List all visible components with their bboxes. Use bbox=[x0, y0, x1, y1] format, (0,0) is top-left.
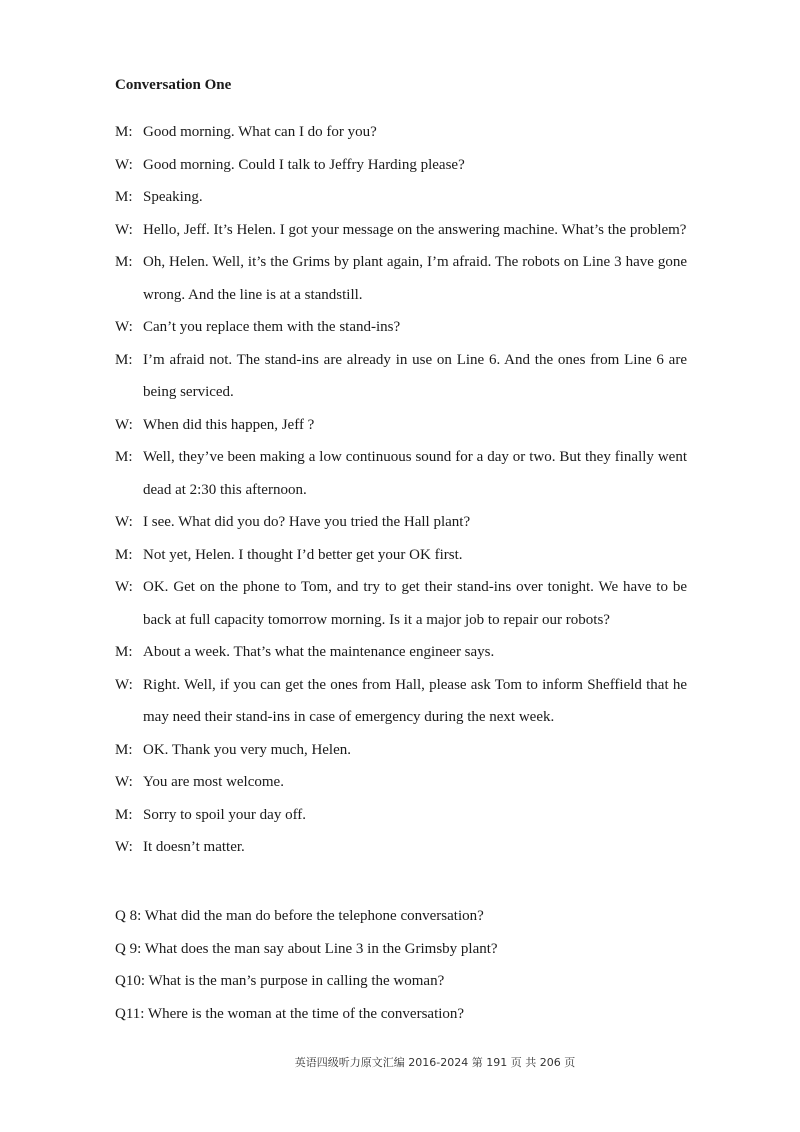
question-item: Q 9: What does the man say about Line 3 in the Grimsby plant? bbox=[115, 940, 498, 957]
dialogue-text: I’m afraid not. The stand-ins are already in use on Line 6. And the ones from Line 6 are being serviced. bbox=[143, 351, 687, 400]
speaker-label: M: bbox=[115, 254, 133, 270]
dialogue-line bbox=[115, 734, 687, 767]
speaker-label: W: bbox=[115, 676, 133, 693]
speaker-label: W: bbox=[115, 839, 133, 855]
speaker-label: W: bbox=[115, 156, 133, 173]
dialogue-text: It doesn’t matter. bbox=[143, 839, 245, 855]
dialogue-text: Good morning. Could I talk to Jeffry Harding please? bbox=[143, 156, 465, 173]
dialogue-line bbox=[115, 571, 687, 636]
speaker-label: M: bbox=[115, 806, 133, 823]
question-item: Q10: What is the man’s purpose in calling the woman? bbox=[115, 973, 445, 990]
dialogue-line bbox=[115, 669, 687, 734]
speaker-label: M: bbox=[115, 644, 133, 660]
speaker-label: W: bbox=[115, 579, 133, 595]
dialogue-line bbox=[115, 116, 687, 149]
dialogue-line bbox=[115, 441, 687, 506]
dialogue-text: I see. What did you do? Have you tried the Hall plant? bbox=[143, 514, 471, 530]
dialogue bbox=[115, 116, 687, 864]
dialogue-text: About a week. That’s what the maintenance engineer says. bbox=[143, 644, 495, 660]
question-list bbox=[115, 900, 687, 1030]
dialogue-text: Oh, Helen. Well, it’s the Grims by plant again, I’m afraid. The robots on Line 3 have gone wrong. And the line is at a standstill. bbox=[143, 254, 687, 303]
dialogue-text: Good morning. What can I do for you? bbox=[143, 124, 377, 140]
page-footer: 英语四级听力原文汇编 2016-2024 第 191 页 共 206 页 bbox=[294, 1056, 576, 1069]
dialogue-line bbox=[115, 311, 687, 344]
dialogue-line bbox=[115, 246, 687, 311]
dialogue-text: Right. Well, if you can get the ones from Hall, please ask Tom to inform Sheffield that he may need their stand-ins in case of emergency during the next week. bbox=[143, 676, 687, 725]
speaker-label: W: bbox=[115, 319, 133, 335]
speaker-label: M: bbox=[115, 741, 133, 758]
speaker-label: M: bbox=[115, 351, 133, 368]
dialogue-text: Hello, Jeff. It’s Helen. I got your message on the answering machine. What’s the problem? bbox=[143, 221, 687, 238]
speaker-label: W: bbox=[115, 221, 133, 238]
dialogue-line bbox=[115, 636, 687, 669]
dialogue-text: Not yet, Helen. I thought I’d better get your OK first. bbox=[143, 546, 463, 563]
dialogue-line bbox=[115, 214, 687, 247]
dialogue-text: Sorry to spoil your day off. bbox=[143, 806, 307, 823]
dialogue-text: Can’t you replace them with the stand-ins? bbox=[143, 319, 401, 335]
dialogue-line bbox=[115, 409, 687, 442]
dialogue-text: Speaking. bbox=[143, 189, 203, 205]
question-item: Q11: Where is the woman at the time of the conversation? bbox=[115, 1005, 465, 1022]
dialogue-line bbox=[115, 181, 687, 214]
speaker-label: W: bbox=[115, 514, 133, 530]
speaker-label: M: bbox=[115, 124, 133, 140]
conversation-title: Conversation One bbox=[115, 77, 232, 93]
dialogue-text: Well, they’ve been making a low continuous sound for a day or two. But they finally went dead at 2:30 this afternoon. bbox=[143, 449, 687, 498]
speaker-label: W: bbox=[115, 774, 133, 790]
speaker-label: M: bbox=[115, 189, 133, 205]
dialogue-text: When did this happen, Jeff ? bbox=[143, 416, 315, 433]
speaker-label: M: bbox=[115, 449, 133, 465]
dialogue-text: OK. Thank you very much, Helen. bbox=[143, 741, 352, 758]
dialogue-line bbox=[115, 799, 687, 832]
dialogue-line bbox=[115, 831, 687, 864]
dialogue-line bbox=[115, 149, 687, 182]
dialogue-line bbox=[115, 539, 687, 572]
dialogue-text: You are most welcome. bbox=[143, 774, 284, 790]
dialogue-text: OK. Get on the phone to Tom, and try to get their stand-ins over tonight. We have to be back at full capacity tomorrow morning. Is it a major job to repair our robots? bbox=[143, 579, 687, 628]
dialogue-line bbox=[115, 506, 687, 539]
dialogue-line bbox=[115, 766, 687, 799]
dialogue-line bbox=[115, 344, 687, 409]
speaker-label: M: bbox=[115, 546, 133, 563]
speaker-label: W: bbox=[115, 416, 133, 433]
question-item: Q 8: What did the man do before the telephone conversation? bbox=[115, 908, 484, 924]
